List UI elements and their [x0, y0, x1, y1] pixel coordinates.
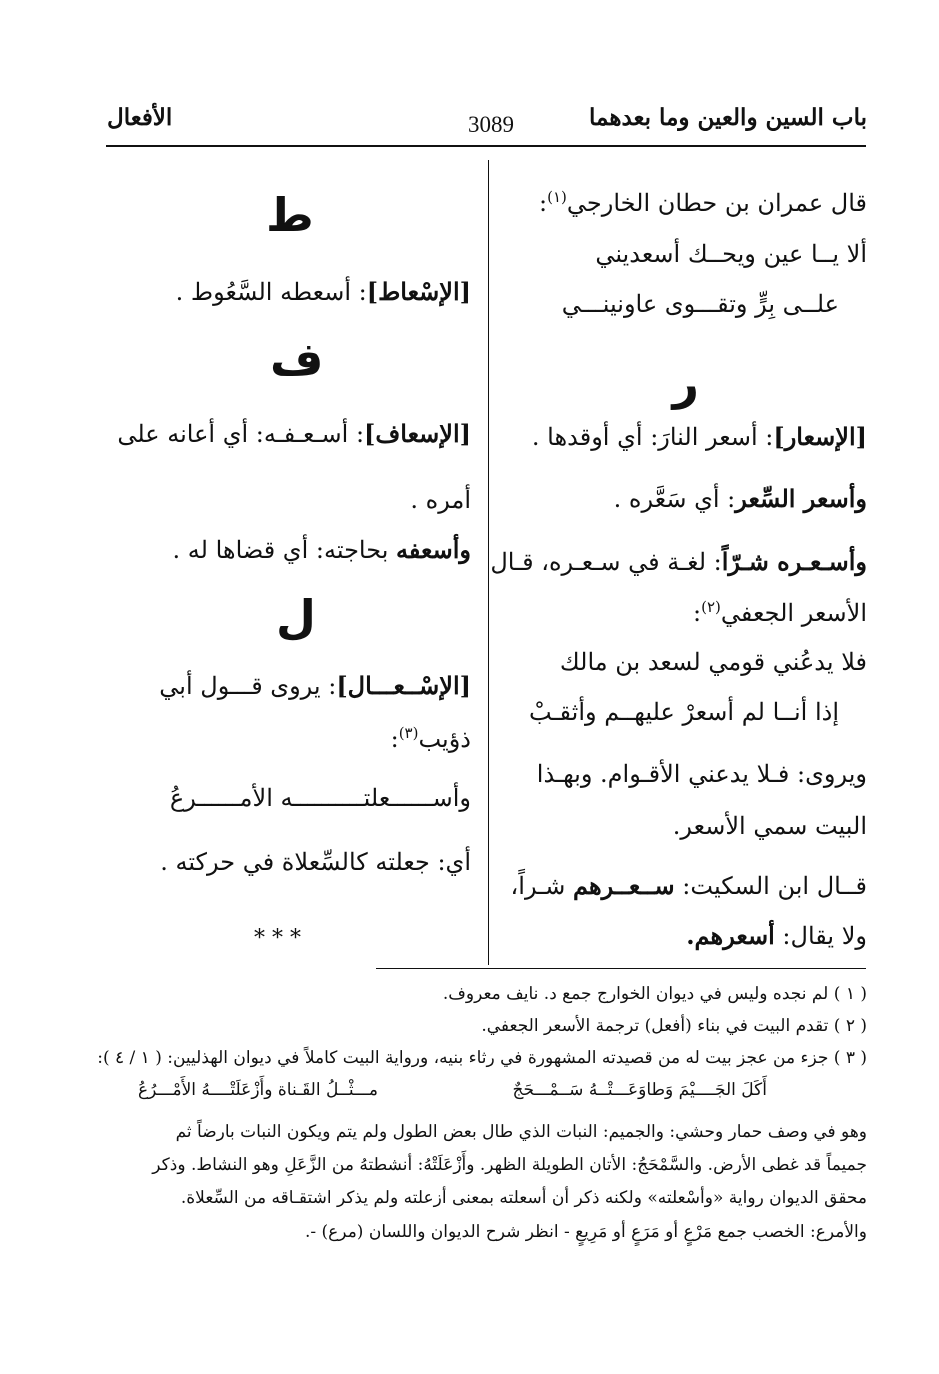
- entry-term: [الإسْــعـــال]: [336, 671, 471, 700]
- abu-dhuayb-line: ذؤيب$^{(٣)}$:: [390, 724, 471, 753]
- entry-term: [الإسعاف]: [364, 419, 471, 448]
- section-letter-t: ط: [266, 188, 314, 242]
- asaar-jufi-line: الأسعر الجعفي$^{(٢)}$:: [693, 598, 867, 627]
- entry-isaal: [الإسْــعـــال]: يروى قـــول أبي: [159, 671, 471, 700]
- entry-term: [الإسعار]: [773, 422, 867, 451]
- yurwa-line-2: البيت سمي الأسعر.: [672, 812, 867, 840]
- entry-term: وأسـعـره شـرّاً: [721, 547, 867, 576]
- footnote-2: ( ٢ ) تقدم البيت في بناء (أفعل) ترجمة الأسعر الجعفي.: [481, 1016, 867, 1036]
- yurwa-line: ويروى: فـلا يدعني الأقـوام. وبهـذا: [536, 760, 867, 788]
- entry-isaaf: [الإسعاف]: أسـعـفـه: أي أعانه على: [117, 419, 471, 448]
- footnote-ref-3: (٣): [398, 724, 419, 742]
- entry-term: وأسعر السِّعر: [735, 484, 867, 513]
- entry-isaar: [الإسعار]: أسعر النارَ: أي أوقدها .: [531, 422, 867, 451]
- ibn-sikkit-line: قــال ابن السكيت: ســعــرهم شـراً،: [510, 871, 867, 900]
- entry-isaat: [الإسْعاط]: أسعطه السَّعُوط .: [175, 277, 471, 306]
- footnote-1: ( ١ ) لم نجده وليس في ديوان الخوارج جمع د. نايف معروف.: [442, 984, 867, 1004]
- footnote-ref-2: (٢): [701, 598, 721, 616]
- footnote-rule: [376, 968, 866, 969]
- section-end-stars: * * *: [254, 926, 301, 951]
- entry-term: [الإسْعاط]: [366, 277, 471, 306]
- section-letter-f: ف: [270, 332, 324, 386]
- footnote-3-line-1: ( ٣ ) جزء من عجز بيت له من قصيدته المشهورة في رثاء بنيه، ورواية البيت كاملاً في ديوان الهذليين: ( ١ / ٤ ):: [97, 1048, 867, 1068]
- section-letter-l: ل: [276, 590, 316, 644]
- entry-term: وأسعفه: [396, 535, 471, 564]
- footnote-3-verse-b: مـــثْــلُ القَـناة وأَزْعَلَتْــــهُ الأَمْـــرُعُ: [138, 1080, 378, 1100]
- section-letter-r: ر: [672, 356, 699, 410]
- explanation-line: أي: جعلته كالسِّعلاة في حركته .: [160, 848, 471, 876]
- column-divider: [488, 160, 489, 965]
- footnote-ref-1: (١): [547, 188, 567, 206]
- entry-asaarahu-sharran: وأسـعـره شـرّاً: لغـة في سـعـره، قـال: [490, 547, 867, 576]
- la-yuqal-line: ولا يقال: أسعرهم.: [686, 921, 867, 950]
- footnote-3-line-2: وهو في وصف حمار وحشي: والجميم: النبات الذي طال بعض الطول ولم يتم ويكون النبات بارضاً ثم: [175, 1122, 867, 1142]
- entry-isaaf-cont: أمره .: [410, 486, 471, 514]
- page-number: 3089: [468, 112, 514, 137]
- running-header-right: باب السين والعين وما بعدهما: [589, 104, 867, 131]
- header-rule: [106, 145, 866, 147]
- footnote-3-verse-a: أَكَلَ الجَــــيْمَ وَطاوَعَـــتْــهُ سَــمْـــحَجٌ: [512, 1080, 767, 1100]
- verse-5: وأســــــعلتــــــــــه الأمــــــرعُ: [169, 784, 471, 812]
- verse-1: ألا يــا عين ويحــك أسعديني: [595, 240, 867, 268]
- footnote-3-line-4: محقق الديوان رواية «وأسْعلته» ولكنه ذكر أن أسعلته بمعنى أزعلته ولم يذكر اشتقـاقه من السِّعلاة.: [180, 1188, 867, 1208]
- entry-asafa: وأسعفه بحاجته: أي قضاها له .: [172, 535, 471, 564]
- entry-asaar-sir: وأسعر السِّعر: أي سَعَّره .: [613, 484, 867, 513]
- running-header-left: الأفعال: [107, 104, 173, 131]
- verse-4: إذا أنــا لم أسعرْ عليهــم وأثقـبْ: [528, 698, 839, 726]
- footnote-3-line-5: والأمرع: الخصب جمع مَرْعٍ أو مَرَعٍ أو مَرِيعٍ - انظر شرح الديوان واللسان (مرع) -.: [304, 1222, 867, 1242]
- entry-term: أسعرهم.: [686, 921, 775, 950]
- entry-term: ســعــرهم: [572, 871, 675, 900]
- verse-2: علــى بِرٍّ وتقـــوى عاونينـــي: [561, 290, 839, 318]
- footnote-3-line-3: جميماً قد غطى الأرض. والسَّمْحَجُ: الأتان الطويلة الظهر. وأَزْعَلَتْهُ: أنشطتهُ من الزَّعَلِ وهو النشاط. وذكر: [152, 1155, 867, 1175]
- poem-intro: قال عمران بن حطان الخارجي$^{(١)}$:: [539, 188, 867, 217]
- verse-3: فلا يدعُني قومي لسعد بن مالك: [559, 648, 867, 676]
